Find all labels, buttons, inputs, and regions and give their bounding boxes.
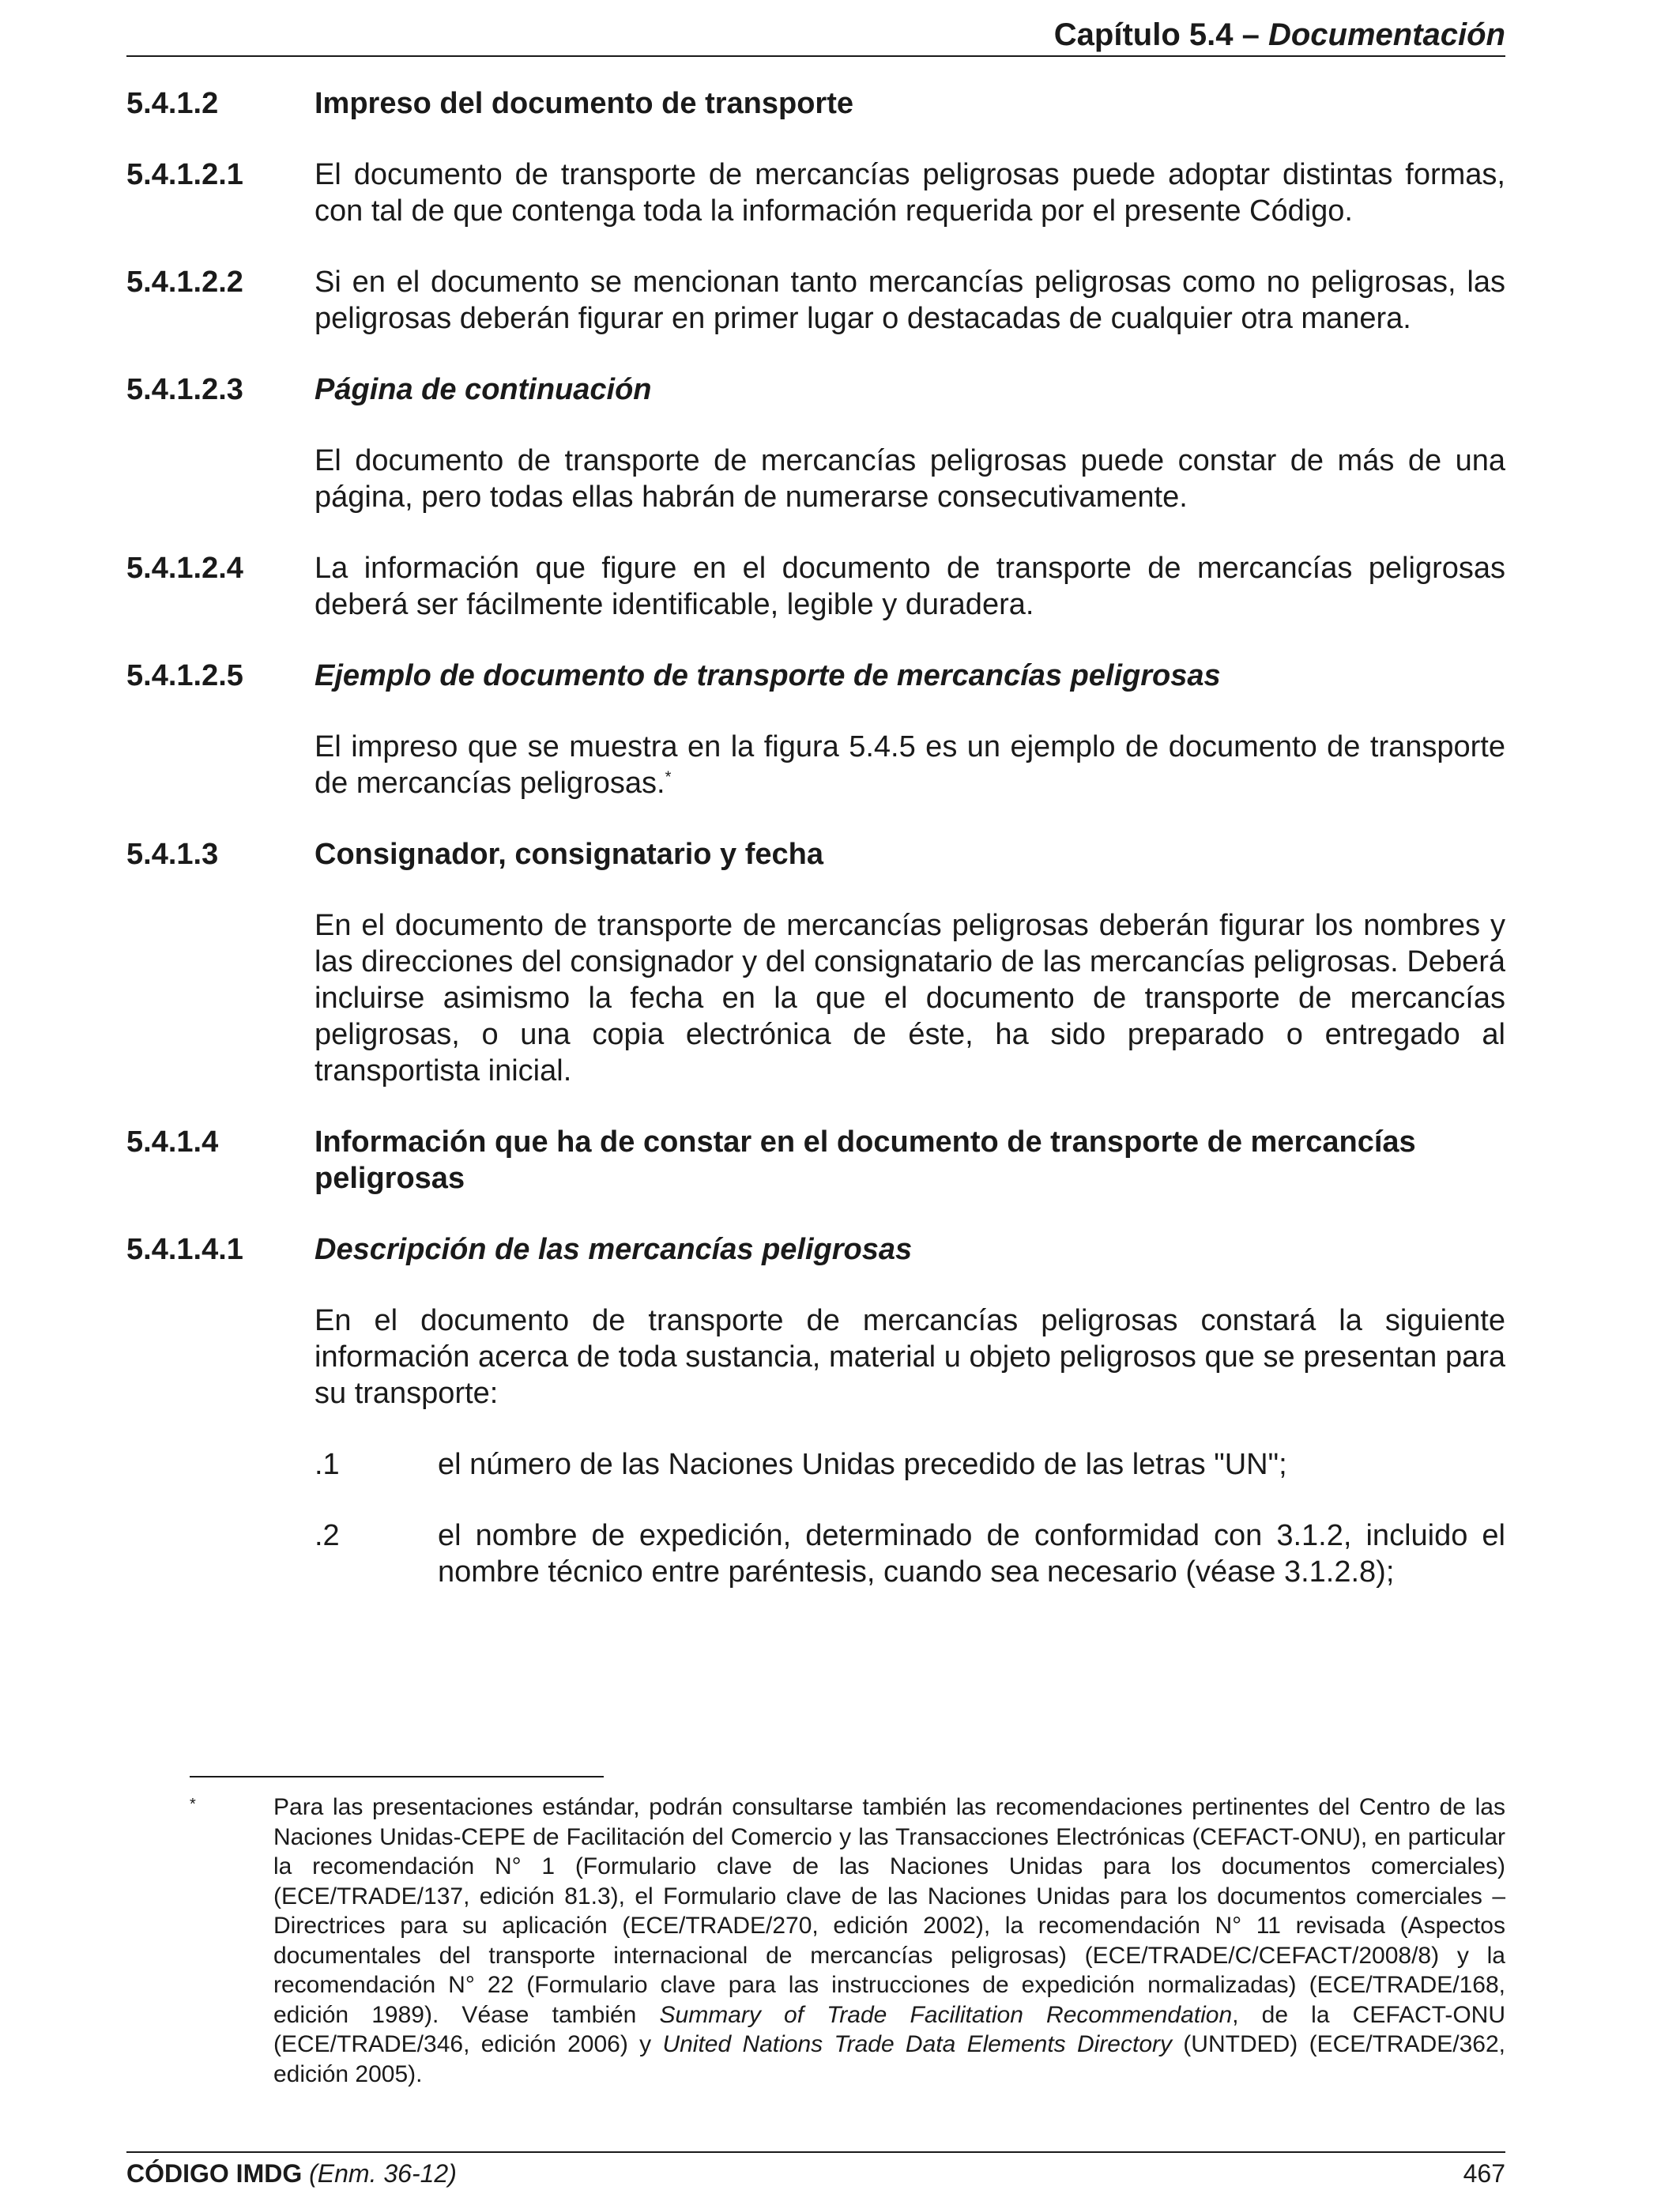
section-paragraph	[315, 729, 1505, 801]
chapter-title: Documentación	[1268, 17, 1505, 52]
footnote-reference[interactable]: *	[665, 768, 672, 786]
section-heading: Consignador, consignatario y fecha	[315, 838, 824, 871]
section-number: 5.4.1.2.4	[126, 552, 243, 585]
list-item-number: .2	[315, 1519, 340, 1552]
section-number: 5.4.1.2.5	[126, 659, 243, 692]
running-footer	[126, 2151, 1505, 2189]
list-item	[315, 1446, 1505, 1483]
footnote-text	[273, 1793, 1505, 2089]
section-5-4-1-2-5	[126, 658, 1505, 694]
section-5-4-1-4	[126, 1124, 1505, 1197]
section-number: 5.4.1.2.3	[126, 373, 243, 406]
section-number: 5.4.1.2	[126, 87, 219, 120]
section-number: 5.4.1.4	[126, 1125, 219, 1159]
section-heading: Información que ha de constar en el documento de transporte de mercancías peligrosas	[315, 1125, 1416, 1195]
header-dash: –	[1233, 17, 1268, 52]
section-number: 5.4.1.4.1	[126, 1233, 243, 1266]
section-paragraph: En el documento de transporte de mercancías peligrosas constará la siguiente información acerca de toda sustancia, material u objeto peligrosos que se presentan para su transporte:	[315, 1304, 1505, 1410]
footnote-text-part: (UNTDED) (ECE/TRADE/362, edición 2005).	[273, 2031, 1505, 2087]
code-name: CÓDIGO IMDG	[126, 2159, 303, 2188]
section-number: 5.4.1.2.2	[126, 266, 243, 299]
section-number: 5.4.1.2.1	[126, 158, 243, 191]
section-5-4-1-3	[126, 836, 1505, 873]
section-heading: Ejemplo de documento de transporte de mercancías peligrosas	[315, 659, 1221, 692]
section-paragraph: En el documento de transporte de mercancías peligrosas deberán figurar los nombres y las direcciones del consignador y del consignatario de las mercancías peligrosas. Deberá incluirse asimismo la fecha en la que el documento de transporte de mercancías peligrosas, o una copia electrónica de éste, ha sido preparado o entregado al transportista inicial.	[315, 909, 1505, 1088]
page-number: 467	[1463, 2159, 1505, 2188]
list-item	[315, 1517, 1505, 1590]
list-item-number: .1	[315, 1448, 340, 1481]
section-5-4-1-2-4	[126, 550, 1505, 623]
section-5-4-1-4-1	[126, 1231, 1505, 1268]
section-paragraph: El documento de transporte de mercancías peligrosas puede constar de más de una página, pero todas ellas habrán de numerarse consecutivamente.	[315, 444, 1505, 514]
footnote-title-italic: United Nations Trade Data Elements Directory	[662, 2031, 1172, 2057]
footnote-text-part: Para las presentaciones estándar, podrán consultarse también las recomendaciones pertinentes del Centro de las Naciones Unidas-CEPE de Facilitación del Comercio y las Transacciones Electrónicas (CEFACT-ONU), en particular la recomendación N° 1 (Formulario clave de las Naciones Unidas para los documentos comerciales) (ECE/TRADE/137, edición 81.3), el Formulario clave de las Naciones Unidas para los documentos comerciales – Directrices para su aplicación (ECE/TRADE/270, edición 2002), la recomendación N° 11 revisada (Aspectos documentales del transporte internacional de mercancías peligrosas) (ECE/TRADE/C/CEFACT/2008/8) y la recomendación N° 22 (Formulario clave para las instrucciones de expedición normalizadas) (ECE/TRADE/168, edición 1989). Véase también	[273, 1794, 1505, 2028]
section-heading: Página de continuación	[315, 373, 652, 406]
main-content	[126, 85, 1505, 1625]
section-5-4-1-2	[126, 85, 1505, 122]
paragraph-text: El impreso que se muestra en la figura 5.4.5 es un ejemplo de documento de transporte de mercancías peligrosas.	[315, 730, 1505, 800]
section-5-4-1-2-3	[126, 371, 1505, 408]
footnote-text-part: , de la CEFACT-ONU (ECE/TRADE/346, edición 2006) y	[273, 2001, 1506, 2057]
section-5-4-1-2-1	[126, 156, 1505, 229]
section-paragraph: Si en el documento se mencionan tanto mercancías peligrosas como no peligrosas, las peligrosas deberán figurar en primer lugar o destacadas de cualquier otra manera.	[315, 266, 1505, 335]
chapter-number: Capítulo 5.4	[1053, 17, 1234, 52]
section-heading: Descripción de las mercancías peligrosas	[315, 1233, 913, 1266]
list-item-text: el número de las Naciones Unidas precedido de las letras "UN";	[438, 1448, 1287, 1481]
section-5-4-1-2-2	[126, 264, 1505, 337]
section-paragraph: La información que figure en el documento de transporte de mercancías peligrosas deberá ser fácilmente identificable, legible y duradera.	[315, 552, 1505, 621]
amendment-label: (Enm. 36-12)	[309, 2159, 457, 2188]
section-heading: Impreso del documento de transporte	[315, 87, 853, 120]
footer-left	[126, 2158, 457, 2189]
footnote-separator	[190, 1776, 604, 1777]
document-page	[126, 0, 1505, 2194]
section-paragraph: El documento de transporte de mercancías peligrosas puede adoptar distintas formas, con tal de que contenga toda la información requerida por el presente Código.	[315, 158, 1505, 228]
footnote	[190, 1793, 1505, 2089]
section-number: 5.4.1.3	[126, 838, 219, 871]
running-header	[126, 14, 1505, 57]
list-item-text: el nombre de expedición, determinado de conformidad con 3.1.2, incluido el nombre técnico entre paréntesis, cuando sea necesario (véase 3.1.2.8);	[438, 1519, 1505, 1589]
footnote-title-italic: Summary of Trade Facilitation Recommendation	[659, 2001, 1233, 2028]
footnote-mark: *	[190, 1796, 196, 1813]
